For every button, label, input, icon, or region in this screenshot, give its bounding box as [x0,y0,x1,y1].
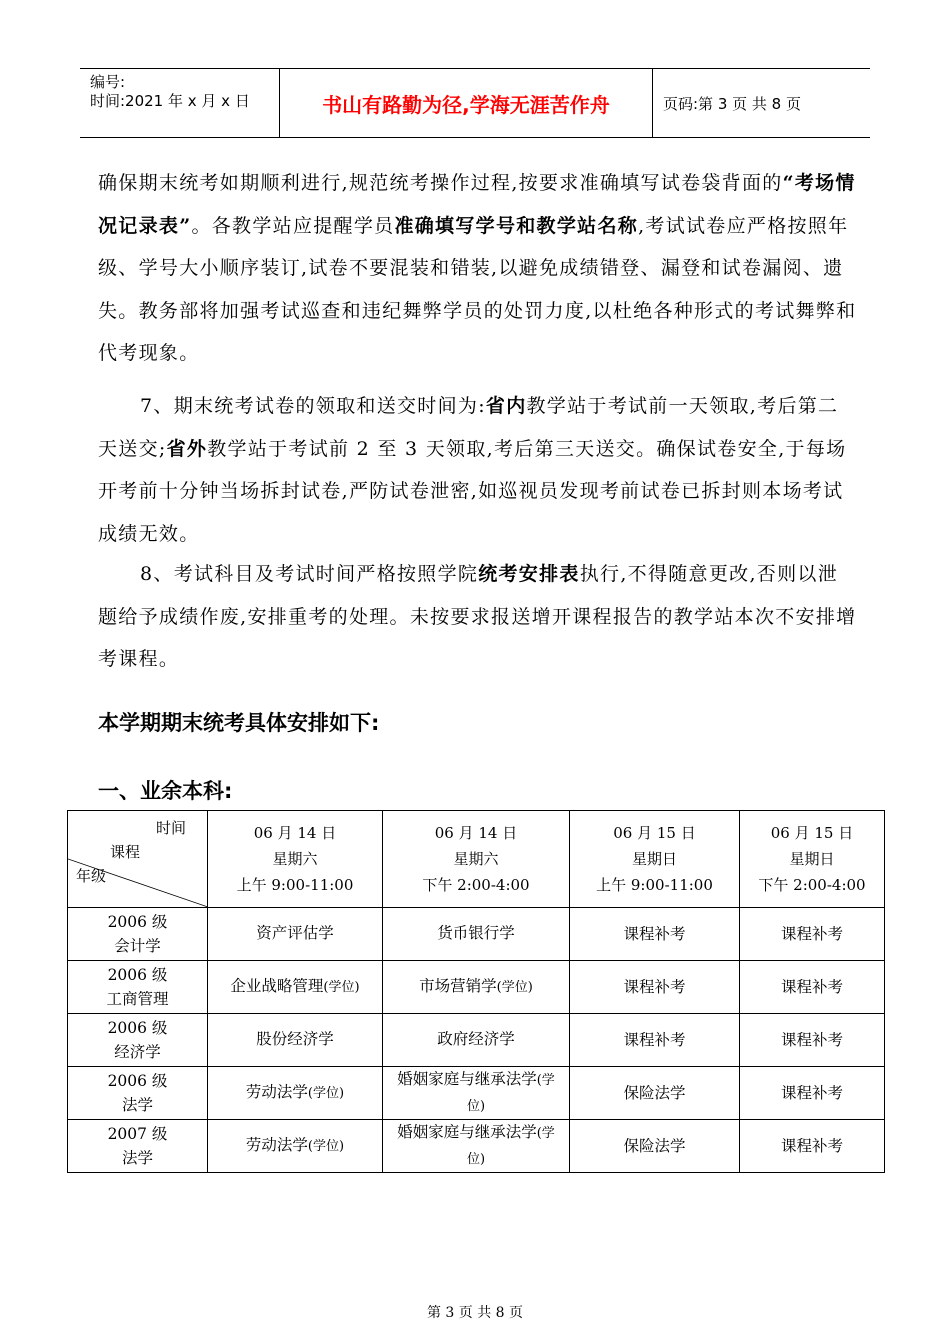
grade-cell: 2006 级 法学 [68,1067,208,1120]
column-header: 06 月 15 日 星期日 下午 2:00-4:00 [740,811,885,908]
corner-grade-label: 年级 [76,867,107,885]
number-label: 编号: [90,73,126,91]
course-cell: 政府经济学 [383,1014,570,1067]
table-row [68,961,885,1014]
course-cell: 货币银行学 [383,908,570,961]
course-cell: 企业战略管理(学位) [208,961,383,1014]
subsection-title: 一、业余本科: [98,779,233,803]
header-meta [80,69,280,137]
table-row [68,1120,885,1173]
grade-cell: 2006 级 会计学 [68,908,208,961]
course-cell: 课程补考 [570,1014,740,1067]
course-cell: 婚姻家庭与继承法学(学位) [383,1067,570,1120]
grade-cell: 2006 级 经济学 [68,1014,208,1067]
header-motto: 书山有路勤为径,学海无涯苦作舟 [280,69,653,137]
course-cell: 课程补考 [740,1067,885,1120]
course-cell: 课程补考 [740,908,885,961]
column-header: 06 月 14 日 星期六 下午 2:00-4:00 [383,811,570,908]
course-cell: 保险法学 [570,1067,740,1120]
page-footer: 第 3 页 共 8 页 [426,1305,524,1321]
course-cell: 课程补考 [740,1014,885,1067]
course-cell: 股份经济学 [208,1014,383,1067]
course-cell: 婚姻家庭与继承法学(学位) [383,1120,570,1173]
course-cell: 劳动法学(学位) [208,1120,383,1173]
course-cell: 资产评估学 [208,908,383,961]
time-label: 时间:2021 年 x 月 x 日 [90,92,250,110]
page-header [80,68,870,138]
table-corner-cell [68,811,208,908]
header-page-label: 页码:第 3 页 共 8 页 [663,94,801,113]
column-header: 06 月 15 日 星期日 上午 9:00-11:00 [570,811,740,908]
table-header-row [68,811,885,908]
table-row [68,908,885,961]
paragraph-item-7: 7、期末统考试卷的领取和送交时间为:省内教学站于考试前一天领取,考后第二天送交;省外教学站于考试前 2 至 3 天领取,考后第三天送交。确保试卷安全,于每场开考前十分钟当场拆封试卷,严防试卷泄密,如巡视员发现考前试卷已拆封则本场考试成绩无效。 [98,395,847,545]
course-cell: 保险法学 [570,1120,740,1173]
corner-course-label: 课程 [110,843,141,861]
exam-schedule-table [67,810,885,1173]
course-cell: 课程补考 [740,961,885,1014]
table-row [68,1067,885,1120]
paragraph-item-8: 8、考试科目及考试时间严格按照学院统考安排表执行,不得随意更改,否则以泄题给予成绩作废,安排重考的处理。未按要求报送增开课程报告的教学站本次不安排增考课程。 [98,563,857,670]
table-row [68,1014,885,1067]
column-header: 06 月 14 日 星期六 上午 9:00-11:00 [208,811,383,908]
course-cell: 课程补考 [570,908,740,961]
course-cell: 劳动法学(学位) [208,1067,383,1120]
course-cell: 市场营销学(学位) [383,961,570,1014]
paragraph-exam-procedure: 确保期末统考如期顺利进行,规范统考操作过程,按要求准确填写试卷袋背面的“考场情况记录表”。各教学站应提醒学员准确填写学号和教学站名称,考试试卷应严格按照年级、学号大小顺序装订,试卷不要混装和错装,以避免成绩错登、漏登和试卷漏阅、遗失。教务部将加强考试巡查和违纪舞弊学员的处罚力度,以杜绝各种形式的考试舞弊和代考现象。 [98,172,857,364]
section-title: 本学期期末统考具体安排如下: [98,711,380,735]
course-cell: 课程补考 [570,961,740,1014]
corner-time-label: 时间 [156,819,187,837]
grade-cell: 2006 级 工商管理 [68,961,208,1014]
grade-cell: 2007 级 法学 [68,1120,208,1173]
course-cell: 课程补考 [740,1120,885,1173]
